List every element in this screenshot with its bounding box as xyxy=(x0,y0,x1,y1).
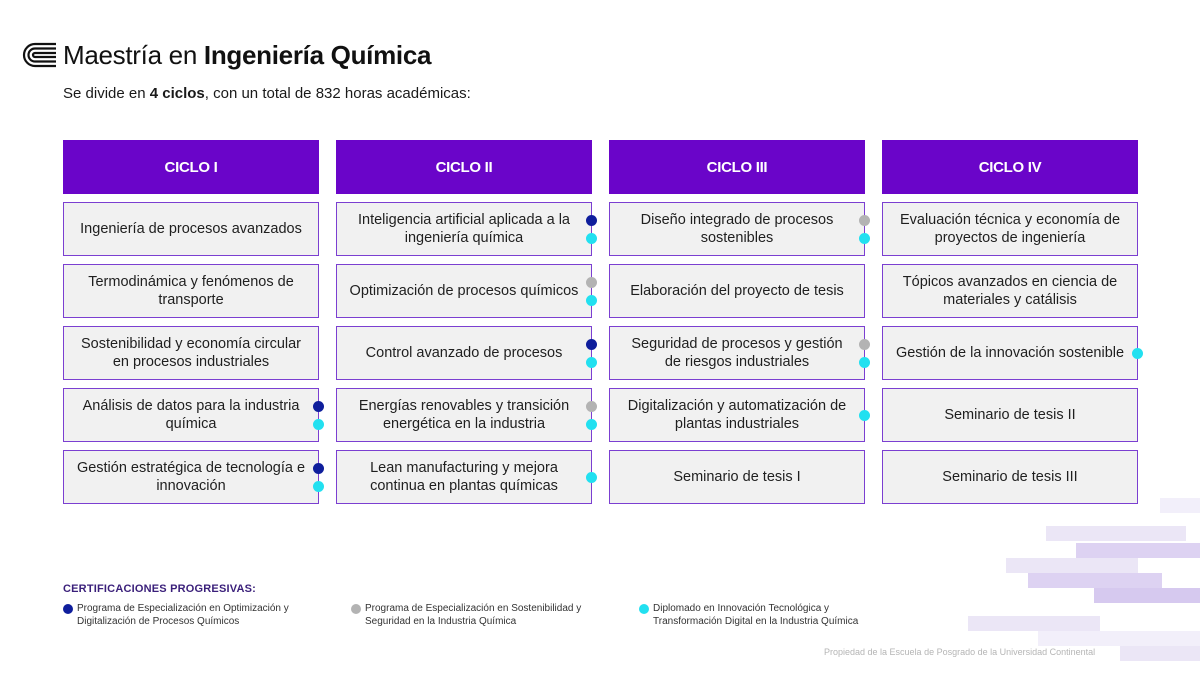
course-card: Energías renovables y transición energética en la industria xyxy=(336,388,592,442)
course-card: Gestión de la innovación sostenible xyxy=(882,326,1138,380)
certifications-title: CERTIFICACIONES PROGRESIVAS: xyxy=(63,583,257,595)
cert-legend-text: Diplomado en Innovación Tecnológica y Transformación Digital en la Industria Química xyxy=(653,603,859,627)
cert-dot-cyan xyxy=(586,295,597,306)
cert-dot-cyan xyxy=(639,604,649,614)
cert-dot-navy xyxy=(313,463,324,474)
cert-dot-gray xyxy=(859,339,870,350)
cert-dot-navy xyxy=(586,339,597,350)
cert-dot-navy xyxy=(586,215,597,226)
footer-text: Propiedad de la Escuela de Posgrado de la Universidad Continental xyxy=(824,647,1096,657)
course-card: Lean manufacturing y mejora continua en plantas químicas xyxy=(336,450,592,504)
course-card: Inteligencia artificial aplicada a la ingeniería química xyxy=(336,202,592,256)
cert-dot-cyan xyxy=(1132,348,1143,359)
course-card: Evaluación técnica y economía de proyectos de ingeniería xyxy=(882,202,1138,256)
cycle-column-1 xyxy=(63,140,319,494)
cert-dot-gray xyxy=(859,215,870,226)
cycle-header: CICLO II xyxy=(336,140,592,194)
course-card: Sostenibilidad y economía circular en procesos industriales xyxy=(63,326,319,380)
cycle-header: CICLO I xyxy=(63,140,319,194)
course-card: Gestión estratégica de tecnología e innovación xyxy=(63,450,319,504)
course-card: Elaboración del proyecto de tesis xyxy=(609,264,865,318)
course-card: Seminario de tesis II xyxy=(882,388,1138,442)
course-card: Termodinámica y fenómenos de transporte xyxy=(63,264,319,318)
cycle-column-4 xyxy=(882,140,1138,485)
cert-dot-gray xyxy=(586,401,597,412)
course-card: Control avanzado de procesos xyxy=(336,326,592,380)
cert-dot-navy xyxy=(313,401,324,412)
course-card: Seminario de tesis III xyxy=(882,450,1138,504)
page-title: Maestría en Ingeniería Química xyxy=(63,40,432,70)
cert-dot-cyan xyxy=(859,410,870,421)
cert-dot-cyan xyxy=(859,357,870,368)
cert-legend-item xyxy=(351,602,605,628)
course-card: Diseño integrado de procesos sostenibles xyxy=(609,202,865,256)
cert-dot-cyan xyxy=(586,233,597,244)
course-card: Digitalización y automatización de plantas industriales xyxy=(609,388,865,442)
page-subtitle: Se divide en 4 ciclos, con un total de 832 horas académicas: xyxy=(63,85,471,102)
cert-dot-navy xyxy=(63,604,73,614)
cert-dot-gray xyxy=(351,604,361,614)
course-card: Ingeniería de procesos avanzados xyxy=(63,202,319,256)
cert-legend-text: Programa de Especialización en Optimización y Digitalización de Procesos Químicos xyxy=(77,603,289,627)
course-card: Tópicos avanzados en ciencia de materiales y catálisis xyxy=(882,264,1138,318)
cycle-header: CICLO III xyxy=(609,140,865,194)
cert-legend-item xyxy=(63,602,317,628)
cert-dot-cyan xyxy=(313,481,324,492)
continental-logo-icon xyxy=(22,42,58,68)
course-card: Seminario de tesis I xyxy=(609,450,865,504)
course-card: Optimización de procesos químicos xyxy=(336,264,592,318)
cert-dot-cyan xyxy=(586,472,597,483)
cert-legend-text: Programa de Especialización en Sostenibilidad y Seguridad en la Industria Química xyxy=(365,603,582,627)
cert-dot-cyan xyxy=(313,419,324,430)
cert-dot-gray xyxy=(586,277,597,288)
cert-legend-item xyxy=(639,602,883,628)
cert-dot-cyan xyxy=(859,233,870,244)
course-card: Análisis de datos para la industria química xyxy=(63,388,319,442)
cert-dot-cyan xyxy=(586,419,597,430)
cert-dot-cyan xyxy=(586,357,597,368)
cycle-header: CICLO IV xyxy=(882,140,1138,194)
course-card: Seguridad de procesos y gestión de riesgos industriales xyxy=(609,326,865,380)
cycle-column-2 xyxy=(336,140,592,494)
cycle-column-3 xyxy=(609,140,865,485)
